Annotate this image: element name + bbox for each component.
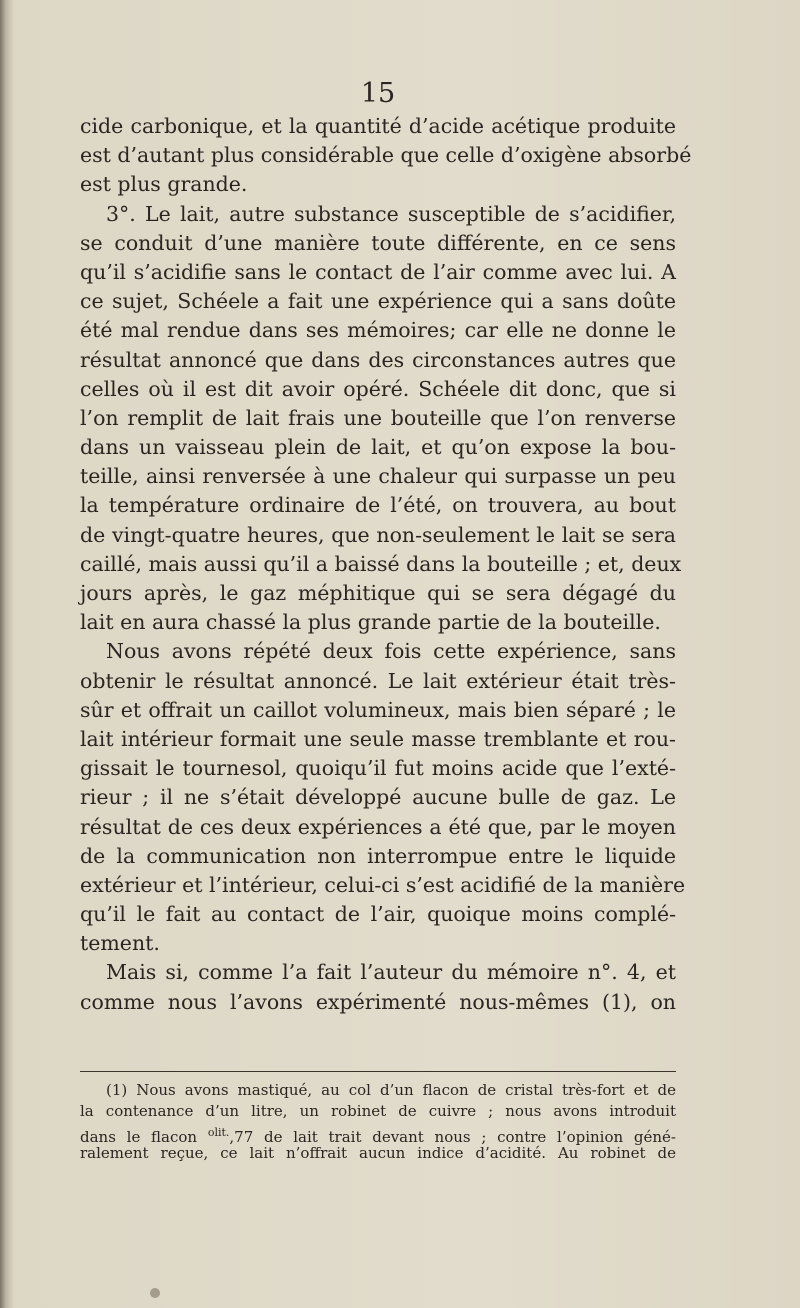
text-line: teille, ainsi renversée à une chaleur qui surpasse un peu: [80, 464, 676, 489]
text-line: celles où il est dit avoir opéré. Schéele dit donc, que si: [80, 376, 676, 401]
text-line: extérieur et l’intérieur, celui-ci s’est acidifié de la manière: [80, 872, 686, 897]
paragraph-start-line: Nous avons répété deux fois cette expérience, sans: [106, 639, 676, 664]
text-line: qu’il s’acidifie sans le contact de l’air comme avec lui. A: [80, 259, 676, 284]
footnote: [80, 1080, 676, 1164]
text-line: est d’autant plus considérable que celle d’oxigène absorbé: [80, 143, 692, 168]
text-line: jours après, le gaz méphitique qui se sera dégagé du: [80, 581, 676, 605]
text-line: de la communication non interrompue entre le liquide: [80, 843, 676, 868]
text-line: résultat de ces deux expériences a été que, par le moyen: [80, 814, 676, 839]
text-line: tement.: [80, 931, 160, 956]
text-line: caillé, mais aussi qu’il a baissé dans la bouteille ; et, deux: [80, 551, 682, 576]
text-line: lait intérieur formait une seule masse tremblante et rou-: [80, 726, 676, 751]
footnote-line: la contenance d’un litre, un robinet de cuivre ; nous avons introduit: [80, 1102, 676, 1120]
paragraph-start-line: 3°. Le lait, autre substance susceptible de s’acidifier,: [106, 201, 676, 226]
text-line: comme nous l’avons expérimenté nous-mêmes (1), on: [80, 989, 676, 1014]
footnote-line: (1) Nous avons mastiqué, au col d’un flacon de cristal très-fort et de: [106, 1081, 676, 1099]
footnote-text: dans le flacon: [80, 1128, 208, 1146]
footnote-text: ,77 de lait trait devant nous ; contre l’opinion géné-: [229, 1128, 676, 1146]
text-line: de vingt-quatre heures, que non-seulement le lait se sera: [80, 522, 676, 547]
text-line: est plus grande.: [80, 172, 248, 197]
text-line: la température ordinaire de l’été, on trouvera, au bout: [80, 493, 676, 518]
text-line: se conduit d’une manière toute différente, en ce sens: [80, 230, 676, 255]
text-line: obtenir le résultat annoncé. Le lait extérieur était très-: [80, 668, 676, 693]
text-line: cide carbonique, et la quantité d’acide acétique produite: [80, 114, 676, 138]
text-line: gissait le tournesol, quoiqu’il fut moins acide que l’exté-: [80, 756, 676, 781]
paragraph-start-line: Mais si, comme l’a fait l’auteur du mémoire n°. 4, et: [106, 960, 676, 985]
footnote-line: [80, 1122, 676, 1146]
page-number: 15: [360, 78, 396, 109]
text-line: été mal rendue dans ses mémoires; car elle ne donne le: [80, 318, 676, 343]
footnote-separator: [80, 1071, 676, 1072]
text-line: sûr et offrait un caillot volumineux, mais bien séparé ; le: [80, 697, 676, 722]
body-text: [80, 112, 692, 1017]
unit-superscript: olit.: [207, 1126, 230, 1139]
text-line: l’on remplit de lait frais une bouteille que l’on renverse: [80, 405, 676, 430]
text-line: résultat annoncé que dans des circonstances autres que: [80, 347, 676, 372]
text-line: ce sujet, Schéele a fait une expérience qui a sans doûte: [80, 289, 676, 314]
footnote-line: ralement reçue, ce lait n’offrait aucun indice d’acidité. Au robinet de: [80, 1144, 676, 1162]
paper-stain: [150, 1288, 160, 1298]
text-line: rieur ; il ne s’était développé aucune bulle de gaz. Le: [80, 785, 676, 810]
text-line: lait en aura chassé la plus grande partie de la bouteille.: [80, 610, 661, 635]
text-line: dans un vaisseau plein de lait, et qu’on expose la bou-: [80, 435, 676, 460]
text-line: qu’il le fait au contact de l’air, quoique moins complé-: [80, 902, 676, 927]
